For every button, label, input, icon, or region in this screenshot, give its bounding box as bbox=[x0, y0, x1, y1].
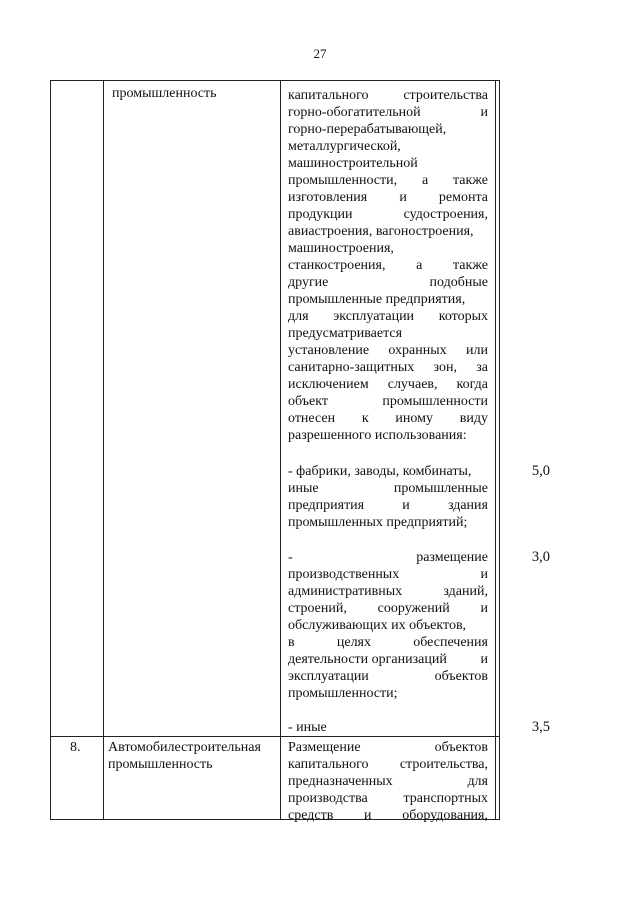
text-line bbox=[288, 257, 488, 274]
category-line: промышленность bbox=[108, 757, 213, 772]
table-right-border bbox=[499, 80, 500, 820]
text-line bbox=[288, 393, 488, 410]
word: административных bbox=[288, 584, 403, 599]
text-line bbox=[288, 274, 488, 291]
text-line bbox=[288, 566, 488, 583]
text-line bbox=[288, 463, 488, 480]
word: промышленности; bbox=[288, 686, 398, 701]
word: изготовления bbox=[288, 190, 368, 205]
word: предусматривается bbox=[288, 326, 403, 341]
word: обслуживающих их объектов, bbox=[288, 618, 467, 633]
list-item bbox=[288, 719, 488, 736]
word: ремонта bbox=[438, 190, 488, 205]
word: производства bbox=[288, 791, 368, 806]
word: объектов bbox=[434, 740, 488, 755]
word: строительства bbox=[403, 88, 488, 103]
word: предприятия bbox=[288, 498, 365, 513]
text-line bbox=[288, 685, 488, 702]
word: продукции bbox=[288, 207, 353, 222]
row-8-description-cell bbox=[288, 739, 488, 824]
word: авиастроения, вагоностроения, bbox=[288, 224, 474, 239]
row-divider bbox=[50, 736, 500, 737]
word: которых bbox=[438, 309, 488, 324]
word: машиностроительной bbox=[288, 156, 418, 171]
text-line bbox=[288, 600, 488, 617]
text-line bbox=[288, 104, 488, 121]
table-left-border bbox=[50, 80, 51, 820]
list-item bbox=[288, 549, 488, 702]
word: а bbox=[416, 258, 423, 273]
word: промышленные bbox=[393, 481, 488, 496]
word: эксплуатации bbox=[288, 669, 369, 684]
text-line bbox=[288, 549, 488, 566]
word: оборудования, bbox=[402, 808, 488, 823]
text-line bbox=[288, 497, 488, 514]
text-line bbox=[288, 308, 488, 325]
word: машиностроения, bbox=[288, 241, 394, 256]
text-line bbox=[288, 359, 488, 376]
text-line bbox=[288, 155, 488, 172]
word: к bbox=[361, 411, 369, 426]
row-number-8: 8. bbox=[70, 740, 81, 755]
word: отнесен bbox=[288, 411, 336, 426]
word: санитарно-защитных bbox=[288, 360, 415, 375]
word: транспортных bbox=[403, 791, 488, 806]
word: капитального bbox=[288, 757, 369, 772]
word: и bbox=[480, 601, 488, 616]
word: и bbox=[364, 808, 372, 823]
word: другие bbox=[288, 275, 329, 290]
word: - bbox=[288, 550, 293, 565]
word: зон, bbox=[433, 360, 457, 375]
word: сооружений bbox=[377, 601, 450, 616]
word: и bbox=[480, 652, 488, 667]
page-number: 27 bbox=[313, 46, 327, 61]
text-line bbox=[288, 121, 488, 138]
text-line bbox=[288, 617, 488, 634]
text-line bbox=[288, 172, 488, 189]
text-line bbox=[288, 719, 488, 736]
word: строительства, bbox=[399, 757, 488, 772]
text-line bbox=[288, 807, 488, 824]
word: эксплуатации bbox=[333, 309, 415, 324]
word: объект bbox=[288, 394, 328, 409]
list-item bbox=[288, 463, 488, 531]
text-line bbox=[288, 291, 488, 308]
word: и bbox=[399, 190, 407, 205]
word: - иные bbox=[288, 720, 327, 735]
text-line bbox=[288, 87, 488, 104]
word: станкостроения, bbox=[288, 258, 386, 273]
word: обеспечения bbox=[413, 635, 488, 650]
word: разрешенного использования: bbox=[288, 428, 467, 443]
text-line bbox=[288, 427, 488, 444]
word: деятельности организаций bbox=[288, 652, 447, 667]
word: зданий, bbox=[443, 584, 488, 599]
row-8-category-cell bbox=[108, 739, 278, 773]
text-line bbox=[288, 668, 488, 685]
text-line bbox=[288, 634, 488, 651]
word: горно-обогатительной bbox=[288, 105, 421, 120]
text-line bbox=[288, 342, 488, 359]
word: и bbox=[480, 105, 488, 120]
coefficient-value: 5,0 bbox=[531, 463, 550, 479]
text-line bbox=[288, 206, 488, 223]
word: промышленности bbox=[382, 394, 488, 409]
text-line bbox=[288, 773, 488, 790]
category-line: Автомобилестроительная bbox=[108, 740, 261, 755]
text-line bbox=[288, 739, 488, 756]
text-line bbox=[288, 756, 488, 773]
word: и bbox=[402, 498, 410, 513]
word: для bbox=[288, 309, 309, 324]
word: и bbox=[480, 567, 488, 582]
text-line bbox=[288, 583, 488, 600]
word: строений, bbox=[288, 601, 347, 616]
table-top-border bbox=[50, 80, 500, 81]
text-line bbox=[288, 138, 488, 155]
word: капитального bbox=[288, 88, 369, 103]
word: предназначенных bbox=[288, 774, 393, 789]
text-line bbox=[288, 480, 488, 497]
text-line bbox=[288, 514, 488, 531]
word: также bbox=[452, 173, 488, 188]
text-line bbox=[288, 189, 488, 206]
word: - фабрики, заводы, комбинаты, bbox=[288, 464, 472, 479]
word: целях bbox=[336, 635, 371, 650]
text-line bbox=[288, 651, 488, 668]
column-divider bbox=[280, 80, 281, 820]
word: объектов bbox=[434, 669, 488, 684]
word: за bbox=[476, 360, 488, 375]
word: средств bbox=[288, 808, 334, 823]
word: исключением bbox=[288, 377, 369, 392]
word: судостроения, bbox=[403, 207, 488, 222]
word: иные bbox=[288, 481, 319, 496]
word: иному bbox=[395, 411, 433, 426]
word: случаев, bbox=[387, 377, 438, 392]
coefficient-value: 3,0 bbox=[531, 549, 550, 565]
coefficient-value: 3,5 bbox=[531, 719, 550, 735]
text-line bbox=[288, 223, 488, 240]
word: горно-перерабатывающей, bbox=[288, 122, 447, 137]
word: также bbox=[452, 258, 488, 273]
word: промышленные предприятия, bbox=[288, 292, 466, 307]
word: металлургической, bbox=[288, 139, 401, 154]
word: виду bbox=[459, 411, 488, 426]
text-line bbox=[288, 376, 488, 393]
word: установление bbox=[288, 343, 370, 358]
word: производственных bbox=[288, 567, 400, 582]
word: подобные bbox=[429, 275, 488, 290]
word: когда bbox=[456, 377, 488, 392]
text-line bbox=[288, 410, 488, 427]
word: промышленных предприятий; bbox=[288, 515, 468, 530]
word: охранных bbox=[388, 343, 447, 358]
word: размещение bbox=[416, 550, 488, 565]
text-line bbox=[288, 325, 488, 342]
word: здания bbox=[447, 498, 488, 513]
category-text: промышленность bbox=[112, 86, 217, 101]
word: промышленности, bbox=[288, 173, 398, 188]
word: а bbox=[421, 173, 429, 188]
word: или bbox=[466, 343, 488, 358]
word: Размещение bbox=[288, 740, 361, 755]
column-divider bbox=[495, 80, 496, 820]
text-line bbox=[288, 240, 488, 257]
text-line bbox=[288, 790, 488, 807]
continued-category-cell bbox=[112, 85, 217, 102]
word: в bbox=[288, 635, 295, 650]
column-divider bbox=[103, 80, 104, 820]
continued-description-cell bbox=[288, 87, 488, 444]
word: для bbox=[467, 774, 488, 789]
